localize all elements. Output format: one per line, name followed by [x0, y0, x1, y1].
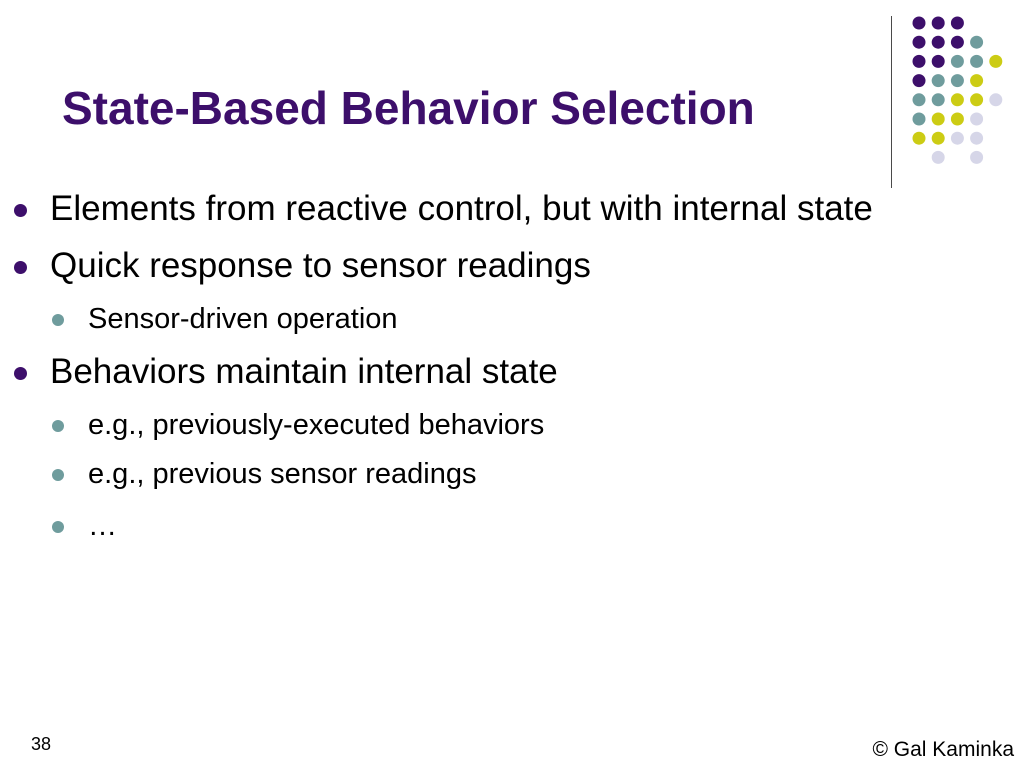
decorative-dot	[932, 55, 945, 68]
decorative-dot	[932, 93, 945, 106]
decorative-dot	[970, 74, 983, 87]
sub-bullet-item	[88, 407, 544, 443]
decorative-dot	[970, 93, 983, 106]
bullet-text: Quick response to sensor readings	[50, 246, 591, 285]
decorative-dot	[932, 151, 945, 164]
decorative-dot	[970, 113, 983, 126]
decorative-dot	[970, 55, 983, 68]
decorative-dot	[913, 74, 926, 87]
decorative-dot	[989, 93, 1002, 106]
sub-bullet-dot-icon	[52, 420, 64, 432]
title-divider-line	[891, 16, 892, 188]
decorative-dot	[913, 93, 926, 106]
decorative-dot	[951, 113, 964, 126]
decorative-dot	[913, 36, 926, 49]
slide-title: State-Based Behavior Selection	[62, 82, 755, 134]
bullet-text: Elements from reactive control, but with internal state	[50, 189, 873, 228]
sub-bullet-text: e.g., previous sensor readings	[88, 458, 477, 490]
decorative-dot	[932, 74, 945, 87]
decorative-dot	[970, 36, 983, 49]
decorative-dot	[951, 17, 964, 30]
decorative-dot	[913, 55, 926, 68]
copyright-notice: © Gal Kaminka	[872, 738, 1014, 761]
decorative-dot	[951, 132, 964, 145]
bullet-dot-icon	[14, 204, 27, 217]
decorative-dot	[932, 132, 945, 145]
decorative-dot	[913, 132, 926, 145]
bullet-dot-icon	[14, 261, 27, 274]
bullet-dot-icon	[14, 367, 27, 380]
sub-bullet-text: e.g., previously-executed behaviors	[88, 409, 545, 441]
sub-bullet-item	[88, 508, 117, 544]
sub-bullet-item	[88, 456, 477, 492]
decorative-dot	[951, 55, 964, 68]
bullet-text: Behaviors maintain internal state	[50, 352, 558, 391]
decorative-dot	[913, 17, 926, 30]
decorative-dot	[932, 113, 945, 126]
sub-bullet-dot-icon	[52, 521, 64, 533]
sub-bullet-item	[88, 301, 398, 337]
sub-bullet-dot-icon	[52, 469, 64, 481]
decorative-dot	[932, 36, 945, 49]
sub-bullet-text: …	[88, 510, 117, 542]
decorative-dot	[932, 17, 945, 30]
bullet-item	[50, 351, 558, 393]
bullet-item	[50, 245, 591, 287]
decorative-dot	[951, 36, 964, 49]
sub-bullet-dot-icon	[52, 314, 64, 326]
bullet-item	[50, 188, 873, 230]
sub-bullet-text: Sensor-driven operation	[88, 303, 398, 335]
decorative-dot	[989, 55, 1002, 68]
slide-number: 38	[31, 734, 52, 754]
decorative-dot	[913, 113, 926, 126]
decorative-dot	[951, 74, 964, 87]
decorative-dot	[970, 132, 983, 145]
decorative-dot	[951, 93, 964, 106]
decorative-dot	[970, 151, 983, 164]
